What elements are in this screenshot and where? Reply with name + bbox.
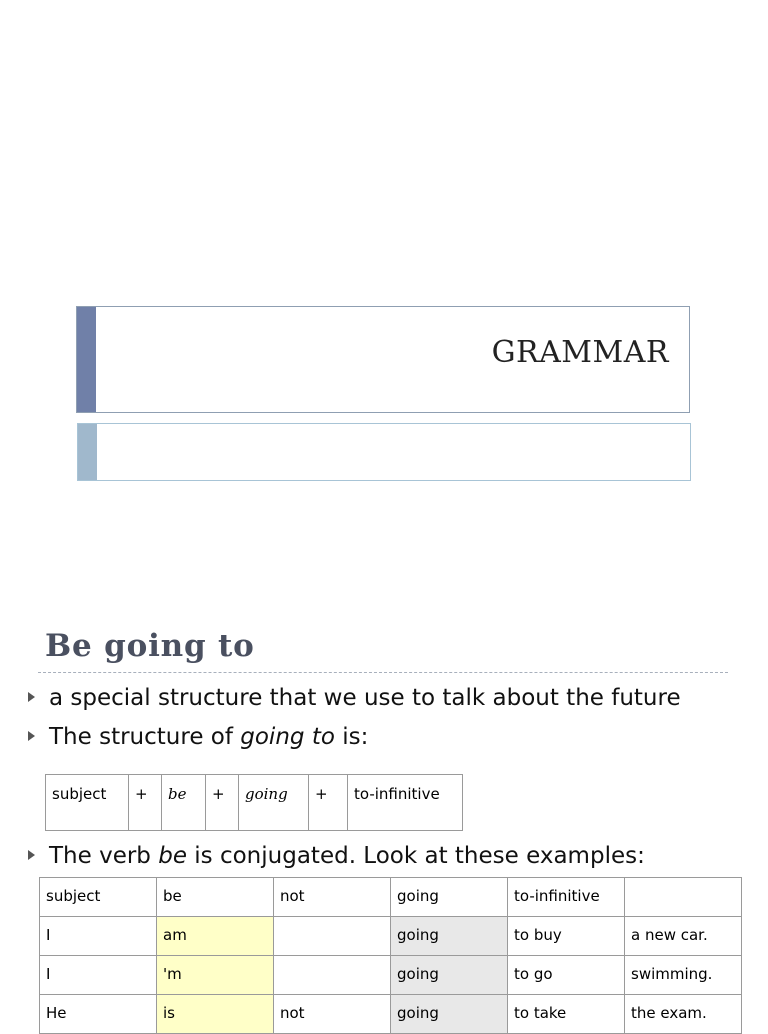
table-cell: to go [508, 956, 625, 995]
table-cell: subject [46, 775, 129, 831]
bullet-item [28, 685, 681, 711]
bullet-item [28, 843, 645, 869]
table-row [46, 775, 463, 831]
section-heading: Be going to [45, 628, 255, 664]
table-header-row [40, 878, 742, 917]
slide-title: GRAMMAR [491, 335, 669, 370]
table-cell: 'm [157, 956, 274, 995]
table-cell: the exam. [625, 995, 742, 1034]
bullet-text: is: [334, 724, 369, 750]
table-header-cell: going [391, 878, 508, 917]
table-cell [274, 917, 391, 956]
bullet-text: is conjugated. Look at these examples: [186, 843, 645, 869]
table-cell: going [391, 917, 508, 956]
subtitle-accent-bar [78, 424, 97, 480]
bullet-arrow-icon [28, 731, 35, 741]
bullet-text: The structure of [49, 724, 241, 750]
table-cell: going [391, 956, 508, 995]
table-header-cell: be [157, 878, 274, 917]
table-cell: a new car. [625, 917, 742, 956]
table-cell: + [309, 775, 348, 831]
bullet-text-italic: going to [240, 724, 335, 750]
structure-table [45, 774, 463, 831]
table-cell: not [274, 995, 391, 1034]
table-row [40, 917, 742, 956]
table-header-cell: to-infinitive [508, 878, 625, 917]
table-cell: swimming. [625, 956, 742, 995]
table-cell: + [206, 775, 239, 831]
table-cell: He [40, 995, 157, 1034]
table-cell: I [40, 956, 157, 995]
bullet-text: a special structure that we use to talk about the future [49, 685, 681, 711]
heading-divider [38, 672, 728, 673]
bullet-text: The verb [49, 843, 159, 869]
table-cell [274, 956, 391, 995]
bullet-arrow-icon [28, 692, 35, 702]
table-header-cell: not [274, 878, 391, 917]
table-header-cell [625, 878, 742, 917]
table-cell: I [40, 917, 157, 956]
table-cell: to take [508, 995, 625, 1034]
bullet-text-italic: be [158, 843, 187, 869]
bullet-item [28, 724, 368, 750]
title-accent-bar [77, 307, 96, 412]
examples-table [39, 877, 742, 1034]
subtitle-placeholder [77, 423, 691, 481]
table-cell: is [157, 995, 274, 1034]
table-cell: to-infinitive [348, 775, 463, 831]
table-cell: to buy [508, 917, 625, 956]
table-cell: am [157, 917, 274, 956]
table-row [40, 956, 742, 995]
table-cell: + [129, 775, 162, 831]
table-cell: going [239, 775, 309, 831]
table-header-cell: subject [40, 878, 157, 917]
table-row [40, 995, 742, 1034]
table-cell: going [391, 995, 508, 1034]
title-placeholder [76, 306, 690, 413]
bullet-arrow-icon [28, 850, 35, 860]
table-cell: be [162, 775, 206, 831]
